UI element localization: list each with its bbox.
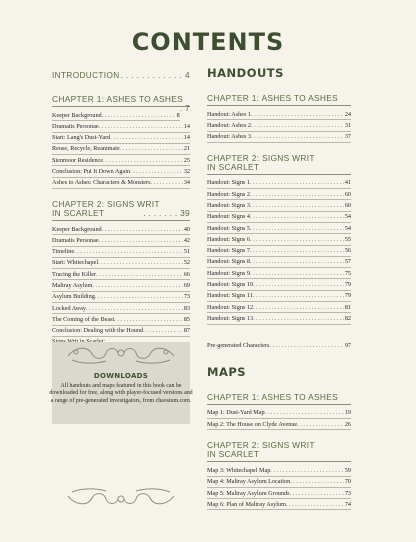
toc-entry[interactable] bbox=[52, 110, 180, 121]
maps-chapter-2-title-line2: IN SCARLET bbox=[207, 449, 260, 460]
entry-label: Handout: Signs 13 bbox=[207, 314, 254, 322]
entry-page: 74 bbox=[344, 500, 351, 508]
toc-entry[interactable] bbox=[207, 109, 351, 120]
entry-page: 75 bbox=[344, 269, 351, 277]
handouts-heading: HANDOUTS bbox=[207, 66, 284, 80]
toc-entry[interactable] bbox=[52, 258, 190, 269]
entry-label: Handout: Signs 3 bbox=[207, 202, 250, 209]
toc-entry[interactable] bbox=[207, 234, 351, 245]
entry-label: Conclusion: Dealing with the Hound bbox=[52, 327, 144, 335]
entry-label: Handout: Signs 2 bbox=[207, 190, 250, 198]
entry-page: 8 bbox=[176, 111, 180, 119]
entry-label: Dramatis Personae bbox=[52, 236, 99, 244]
toc-entry[interactable] bbox=[52, 326, 190, 337]
entry-page: 97 bbox=[344, 342, 351, 350]
entry-page: 69 bbox=[183, 281, 190, 289]
entry-page: 79 bbox=[344, 280, 351, 288]
toc-entry[interactable] bbox=[207, 488, 351, 499]
entry-page: 54 bbox=[344, 213, 351, 221]
toc-intro[interactable] bbox=[52, 71, 190, 80]
toc-entry[interactable] bbox=[52, 166, 190, 177]
entry-label: Asylum Building bbox=[52, 293, 95, 301]
entry-page: 82 bbox=[344, 314, 351, 322]
toc-entry[interactable] bbox=[52, 133, 190, 144]
toc-entry[interactable] bbox=[52, 224, 190, 235]
entry-label: Map 3: Whitechapel Map bbox=[207, 466, 271, 474]
toc-entry[interactable] bbox=[52, 314, 190, 325]
toc-entry[interactable] bbox=[207, 200, 351, 211]
chapter-2-heading[interactable]: CHAPTER 2: SIGNS WRIT IN SCARLET . . . . . . . 39 bbox=[52, 200, 190, 221]
entry-page: 14 bbox=[183, 122, 190, 130]
entry-page: 73 bbox=[183, 293, 190, 301]
entry-page: 41 bbox=[344, 179, 351, 187]
entry-page: 26 bbox=[344, 420, 351, 428]
toc-entry[interactable] bbox=[207, 279, 351, 290]
chapter-2-title-line2: IN SCARLET bbox=[52, 207, 105, 218]
entry-label: Tracing the Killer bbox=[52, 270, 97, 278]
maps-heading: MAPS bbox=[207, 364, 247, 379]
maps-chapter-1-heading[interactable] bbox=[207, 393, 351, 405]
toc-right-column bbox=[207, 66, 351, 510]
entry-page: 73 bbox=[344, 489, 351, 497]
entry-page: 54 bbox=[344, 224, 351, 232]
downloads-text: All handouts and maps featured in this book can be downloaded for free, along with player-focused versions and a range of pre-generated investigators, from chaosium.com. bbox=[49, 383, 193, 404]
toc-entry[interactable] bbox=[207, 291, 351, 302]
entry-page: 37 bbox=[344, 133, 351, 141]
entry-label: Map 5: Maltray Asylum Grounds bbox=[207, 489, 290, 497]
entry-label: Map 4: Maltray Asylum Location bbox=[207, 478, 291, 486]
entry-label: Reuse, Recycle, Reanimate bbox=[52, 145, 120, 153]
entry-label: Locked Away bbox=[52, 304, 86, 312]
intro-page: 4 bbox=[185, 71, 190, 80]
toc-entry[interactable] bbox=[207, 189, 351, 200]
entry-page: 55 bbox=[344, 235, 351, 243]
handouts-chapter-2-title-line2: IN SCARLET bbox=[207, 161, 260, 172]
chapter-1-heading[interactable]: CHAPTER 1: ASHES TO ASHES . 7 bbox=[52, 94, 190, 113]
entry-page: 81 bbox=[344, 303, 351, 311]
entry-page: 14 bbox=[183, 134, 190, 142]
entry-page: 70 bbox=[344, 478, 351, 486]
entry-label: Pre-generated Characters bbox=[207, 342, 270, 350]
handouts-chapter-1-title: CHAPTER 1: ASHES TO ASHES bbox=[207, 93, 338, 103]
toc-entry[interactable] bbox=[207, 246, 351, 257]
entry-label: Maltray Asylum bbox=[52, 281, 93, 289]
toc-entry[interactable] bbox=[207, 408, 351, 419]
entry-page: 66 bbox=[183, 270, 190, 278]
chapter-1-title: CHAPTER 1: ASHES TO ASHES bbox=[52, 94, 183, 104]
handouts-chapter-1-heading[interactable] bbox=[207, 94, 351, 106]
handouts-chapter-2-heading[interactable] bbox=[207, 154, 351, 175]
toc-entry[interactable] bbox=[207, 268, 351, 279]
chapter-2-title-line1: CHAPTER 2: SIGNS WRIT bbox=[52, 198, 160, 209]
toc-entry[interactable] bbox=[207, 302, 351, 313]
toc-entry[interactable] bbox=[52, 144, 190, 155]
entry-label: Handout: Signs 12 bbox=[207, 303, 254, 311]
entry-label: Start: Lang's Dust-Yard bbox=[52, 134, 111, 142]
toc-entry[interactable] bbox=[52, 303, 190, 314]
toc-entry-pregen[interactable] bbox=[207, 341, 351, 351]
entry-label: The Coming of the Beast bbox=[52, 315, 115, 323]
entry-label: Map 6: Plan of Maltray Asylum bbox=[207, 500, 286, 508]
entry-page: 34 bbox=[183, 179, 190, 187]
entry-page: 56 bbox=[344, 247, 351, 255]
toc-entry[interactable] bbox=[52, 247, 190, 258]
toc-entry[interactable] bbox=[52, 235, 190, 246]
entry-label: Handout: Signs 5 bbox=[207, 224, 250, 232]
toc-entry[interactable] bbox=[207, 120, 351, 131]
toc-entry[interactable] bbox=[52, 269, 190, 280]
entry-page: 83 bbox=[183, 304, 190, 312]
toc-entry[interactable] bbox=[207, 132, 351, 143]
entry-page: 59 bbox=[344, 466, 351, 474]
toc-left-column bbox=[52, 66, 190, 355]
chapter-1-page: 7 bbox=[185, 103, 190, 113]
entry-page: 31 bbox=[344, 121, 351, 129]
entry-label: Handout: Signs 4 bbox=[207, 213, 250, 221]
entry-page: 57 bbox=[344, 258, 351, 266]
scroll-ornament-icon bbox=[62, 342, 180, 368]
toc-entry[interactable] bbox=[207, 313, 351, 324]
toc-entry[interactable] bbox=[207, 419, 351, 430]
chapter-2-page: 39 bbox=[180, 207, 190, 218]
toc-entry[interactable] bbox=[207, 223, 351, 234]
handouts-chapter-2-title-line1: CHAPTER 2: SIGNS WRIT bbox=[207, 152, 315, 163]
entry-label: Handout: Signs 10 bbox=[207, 280, 254, 288]
toc-entry[interactable] bbox=[207, 499, 351, 510]
entry-label: Handout: Ashes 2 bbox=[207, 121, 251, 129]
toc-entry[interactable] bbox=[207, 465, 351, 476]
toc-entry[interactable] bbox=[207, 477, 351, 488]
entry-page: 21 bbox=[183, 145, 190, 153]
maps-chapter-2-title-line1: CHAPTER 2: SIGNS WRIT bbox=[207, 440, 315, 451]
entry-page: 32 bbox=[183, 168, 190, 175]
toc-entry[interactable] bbox=[52, 292, 190, 303]
entry-label: Ashes to Ashes: Characters & Monsters bbox=[52, 179, 151, 187]
toc-entry[interactable] bbox=[207, 212, 351, 223]
maps-chapter-1-title: CHAPTER 1: ASHES TO ASHES bbox=[207, 391, 338, 402]
entry-page: 79 bbox=[344, 292, 351, 300]
entry-page: 51 bbox=[183, 248, 190, 256]
entry-page: 40 bbox=[183, 225, 190, 233]
entry-page: 87 bbox=[183, 327, 190, 335]
entry-label: Handout: Signs 1 bbox=[207, 179, 250, 187]
entry-label: Map 2: The House on Clyde Avenue bbox=[207, 420, 298, 428]
entry-page: 60 bbox=[344, 202, 351, 209]
entry-label: Handout: Signs 6 bbox=[207, 235, 250, 243]
entry-page: 25 bbox=[183, 156, 190, 164]
entry-label: Handout: Ashes 1 bbox=[207, 110, 251, 118]
entry-label: Map 1: Dust-Yard Map bbox=[207, 409, 265, 417]
entry-label: Dramatis Personae bbox=[52, 122, 99, 130]
entry-page: 24 bbox=[344, 110, 351, 118]
entry-page: 60 bbox=[344, 190, 351, 198]
toc-entry[interactable] bbox=[52, 178, 190, 189]
entry-label: Handout: Signs 8 bbox=[207, 258, 250, 266]
entry-label: Start: Whitechapel bbox=[52, 259, 99, 267]
toc-entry[interactable] bbox=[207, 257, 351, 268]
entry-label: Conclusion: Put It Down Again bbox=[52, 168, 131, 175]
downloads-title: DOWNLOADS bbox=[93, 372, 149, 380]
maps-chapter-2-heading[interactable] bbox=[207, 441, 351, 462]
entry-page: 52 bbox=[183, 259, 190, 267]
toc-entry[interactable] bbox=[52, 155, 190, 166]
entry-page: 19 bbox=[344, 409, 351, 417]
entry-label: Handout: Signs 11 bbox=[207, 292, 253, 300]
entry-label: Handout: Signs 7 bbox=[207, 247, 250, 255]
entry-page: 85 bbox=[183, 315, 190, 323]
entry-label: Handout: Signs 9 bbox=[207, 269, 250, 277]
page-title: CONTENTS bbox=[131, 28, 285, 56]
toc-entry[interactable] bbox=[207, 178, 351, 189]
entry-label: Keeper Background bbox=[52, 111, 102, 119]
scroll-ornament-icon bbox=[62, 484, 180, 510]
intro-label: INTRODUCTION bbox=[52, 71, 120, 80]
entry-label: Timeline bbox=[52, 248, 75, 256]
entry-page: 42 bbox=[183, 236, 190, 244]
entry-label: Stenmoor Residence bbox=[52, 156, 104, 164]
entry-label: Handout: Ashes 3 bbox=[207, 133, 251, 141]
toc-entry[interactable] bbox=[52, 121, 190, 132]
entry-label: Keeper Background bbox=[52, 225, 102, 233]
toc-entry[interactable] bbox=[52, 280, 190, 291]
